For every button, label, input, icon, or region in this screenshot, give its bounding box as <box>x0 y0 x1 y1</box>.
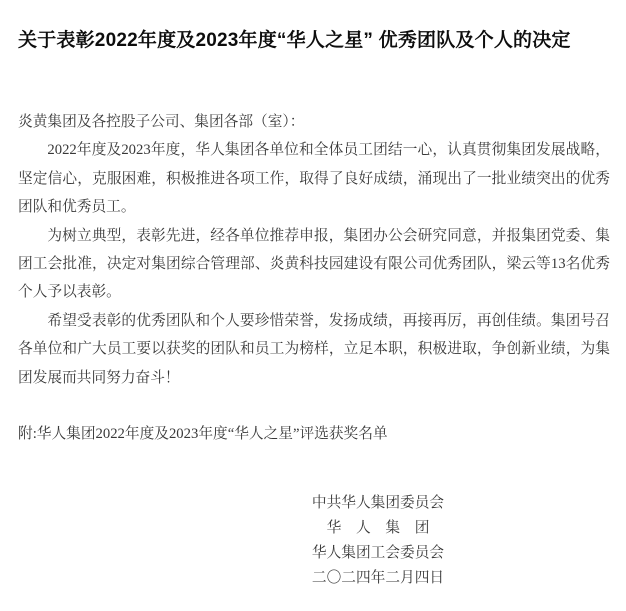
signature-line-union-committee: 华人集团工会委员会 <box>311 544 445 561</box>
body-paragraph-3: 希望受表彰的优秀团队和个人要珍惜荣誉，发扬成绩，再接再厉，再创佳绩。集团号召各单位和广大员工要以获奖的团队和员工为榜样，立足本职，积极进取，争创新业绩，为集团发展而共同努力奋斗！ <box>18 312 610 386</box>
signature-line-party-committee: 中共华人集团委员会 <box>311 494 445 511</box>
attachment-line: 附:华人集团2022年度及2023年度“华人之星”评选获奖名单 <box>18 426 388 443</box>
document-body <box>18 108 610 449</box>
salutation-line: 炎黄集团及各控股子公司、集团各部（室）： <box>18 114 305 130</box>
body-paragraph-1: 2022年度及2023年度，华人集团各单位和全体员工团结一心，认真贯彻集团发展战略，坚定信心，克服困难，积极推进各项工作，取得了良好成绩，涌现出了一批业绩突出的优秀团队和优秀员工。 <box>18 142 610 216</box>
signature-block <box>311 491 445 591</box>
document-title: 关于表彰2022年度及2023年度“华人之星” 优秀团队及个人的决定 <box>18 30 571 51</box>
body-paragraph-2: 为树立典型，表彰先进，经各单位推荐申报，集团办公会研究同意，并报集团党委、集团工会批准，决定对集团综合管理部、炎黄科技园建设有限公司优秀团队，梁云等13名优秀个人予以表彰。 <box>18 227 610 301</box>
signature-line-group: 华 人 集 团 <box>326 519 430 536</box>
signature-date: 二〇二四年二月四日 <box>311 569 445 586</box>
